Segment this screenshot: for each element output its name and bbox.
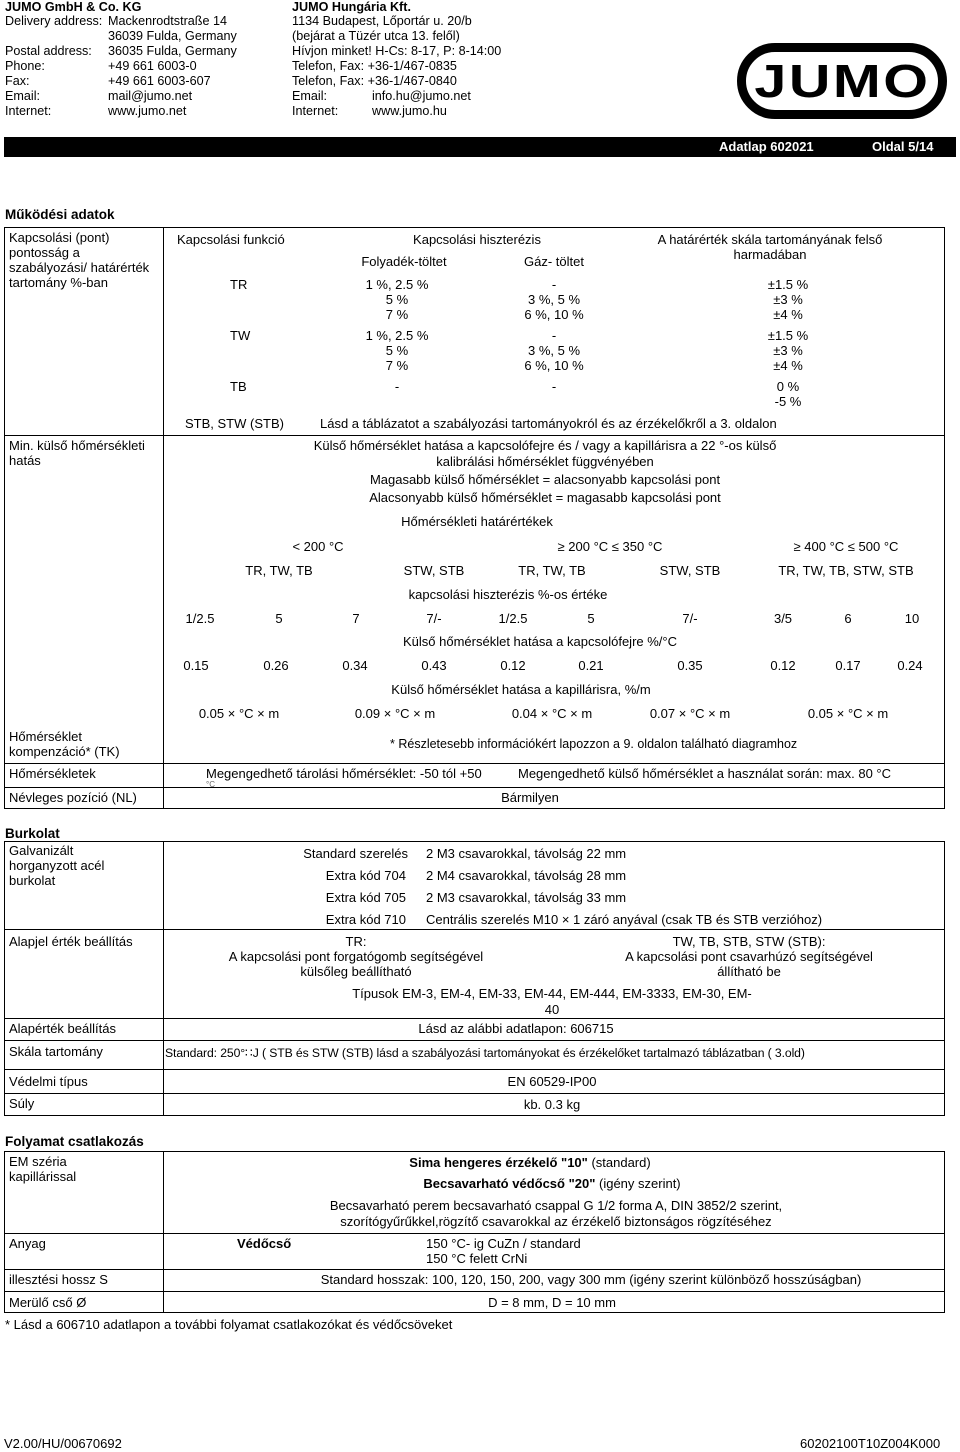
hysteresis-value: 5 bbox=[275, 611, 283, 626]
setpoint-types-cont: 40 bbox=[544, 1002, 560, 1017]
fax-value: +49 661 6003-607 bbox=[108, 74, 211, 88]
section-title-process-connection: Folyamat csatlakozás bbox=[5, 1134, 144, 1149]
capillary-influence-title: Külső hőmérséklet hatása a kapillárisra, %/m bbox=[391, 682, 651, 697]
hysteresis-value: 7/- bbox=[682, 611, 698, 626]
storage-temp-cut: °C bbox=[206, 780, 215, 789]
hysteresis-value: 6 bbox=[844, 611, 852, 626]
mount-value: 2 M3 csavarokkal, távolság 33 mm bbox=[426, 890, 627, 905]
tr-liquid-3: 7 % bbox=[385, 307, 409, 322]
default-setting-value: Lásd az alábbi adatlapon: 606715 bbox=[418, 1021, 614, 1036]
material-value-2: 150 °C felett CrNi bbox=[426, 1251, 528, 1266]
setpoint-tr-text: külsőleg beállítható bbox=[300, 964, 412, 979]
tr-gas-1: - bbox=[551, 277, 557, 292]
em-option-2-note: (igény szerint) bbox=[595, 1176, 681, 1191]
em-option-2-name: Becsavarható védőcső "20" bbox=[423, 1176, 596, 1191]
protection-label: Védelmi típus bbox=[9, 1074, 88, 1089]
row-divider bbox=[4, 787, 945, 788]
weight-value: kb. 0.3 kg bbox=[523, 1097, 581, 1112]
capillary-influence-value: 0.05 × °C × m bbox=[807, 706, 889, 721]
em-option-3-cont: szorítógyűrűkkel,rögzítő csavarokkal az érzékelő biztonságos rögzítéséhez bbox=[340, 1214, 772, 1229]
type-group: STW, STB bbox=[659, 563, 721, 578]
tw-limit-3: ±4 % bbox=[773, 358, 803, 373]
tw-limit-2: ±3 % bbox=[773, 343, 803, 358]
hysteresis-value: 1/2.5 bbox=[185, 611, 215, 626]
head-influence-value: 0.17 bbox=[835, 658, 861, 673]
hysteresis-value: 7/- bbox=[426, 611, 442, 626]
em-option-1-name: Sima hengeres érzékelő "10" bbox=[409, 1155, 588, 1170]
em-series-label: EM széria kapillárissal bbox=[9, 1154, 77, 1184]
compensation-note: * Részletesebb információkért lapozzon a 9. oldalon található diagramhoz bbox=[390, 737, 798, 751]
mount-name: Extra kód 710 bbox=[325, 912, 406, 927]
hysteresis-value: 10 bbox=[904, 611, 920, 626]
tb-liquid: - bbox=[394, 379, 400, 394]
tr-gas-3: 6 %, 10 % bbox=[524, 307, 584, 322]
tr-gas-2: 3 %, 5 % bbox=[527, 292, 581, 307]
section-title-operating-data: Működési adatok bbox=[5, 207, 115, 222]
tw-gas-3: 6 %, 10 % bbox=[524, 358, 584, 373]
ext-temp-line-3: Magasabb külső hőmérséklet = alacsonyabb kapcsolási pont bbox=[369, 472, 721, 487]
head-influence-value: 0.15 bbox=[183, 658, 209, 673]
ambient-temp: Megengedhető külső hőmérséklet a használat során: max. 80 °C bbox=[518, 766, 892, 781]
head-influence-value: 0.12 bbox=[770, 658, 796, 673]
col-header-gas: Gáz- töltet bbox=[524, 254, 584, 269]
head-influence-value: 0.12 bbox=[500, 658, 526, 673]
tr-liquid-2: 5 % bbox=[385, 292, 409, 307]
immersion-tube-value: D = 8 mm, D = 10 mm bbox=[488, 1295, 616, 1310]
material-label: Anyag bbox=[9, 1236, 46, 1251]
col-header-function: Kapcsolási funkció bbox=[177, 232, 285, 247]
footer-code: 60202100T10Z004K000 bbox=[800, 1436, 941, 1451]
row-divider bbox=[4, 1069, 945, 1070]
setpoint-tw-text: állítható be bbox=[717, 964, 781, 979]
tw-liquid-1: 1 %, 2.5 % bbox=[365, 328, 429, 343]
scale-range-label: Skála tartomány bbox=[9, 1044, 103, 1059]
capillary-influence-value: 0.04 × °C × m bbox=[511, 706, 593, 721]
row-divider bbox=[4, 1018, 945, 1019]
type-group: TR, TW, TB bbox=[245, 563, 313, 578]
col-header-limit: A határérték skála tartományának felső harmadában bbox=[657, 232, 883, 262]
mount-name: Standard szerelés bbox=[303, 846, 408, 861]
setpoint-tr-text: A kapcsolási pont forgatógomb segítségével bbox=[228, 949, 484, 964]
postal-address: 36035 Fulda, Germany bbox=[108, 44, 237, 58]
em-option-1-note: (standard) bbox=[587, 1155, 651, 1170]
delivery-address-1: Mackenrodtstraße 14 bbox=[108, 14, 227, 28]
col-header-hysteresis: Kapcsolási hiszterézis bbox=[413, 232, 541, 247]
label-column-divider bbox=[163, 841, 164, 1116]
tw-limit-1: ±1.5 % bbox=[767, 328, 809, 343]
tb-limit-2: -5 % bbox=[774, 394, 802, 409]
storage-temp: Megengedhető tárolási hőmérséklet: -50 tól +50 bbox=[206, 766, 482, 781]
row-divider bbox=[4, 435, 945, 436]
type-group: TR, TW, TB bbox=[518, 563, 586, 578]
footer-version: V2.00/HU/00670692 bbox=[4, 1436, 122, 1451]
type-group: TR, TW, TB, STW, STB bbox=[778, 563, 914, 578]
hu-internet-label: Internet: bbox=[292, 104, 339, 118]
hu-address-1: 1134 Budapest, Lőportár u. 20/b bbox=[292, 14, 472, 28]
insertion-length-label: illesztési hossz S bbox=[9, 1272, 108, 1287]
datasheet-number: Adatlap 602021 bbox=[719, 139, 814, 154]
delivery-address-2: 36039 Fulda, Germany bbox=[108, 29, 237, 43]
label-column-divider bbox=[163, 1151, 164, 1313]
tb-gas: - bbox=[551, 379, 557, 394]
internet-link[interactable]: www.jumo.net bbox=[108, 104, 187, 118]
default-setting-label: Alapérték beállítás bbox=[9, 1021, 116, 1036]
setpoint-tw-title: TW, TB, STB, STW (STB): bbox=[672, 934, 826, 949]
head-influence-title: Külső hőmérséklet hatása a kapcsolófejre %/°C bbox=[402, 634, 678, 649]
row-divider bbox=[4, 1093, 945, 1094]
tw-liquid-3: 7 % bbox=[385, 358, 409, 373]
section-title-housing: Burkolat bbox=[5, 826, 60, 841]
mount-value: 2 M3 csavarokkal, távolság 22 mm bbox=[426, 846, 627, 861]
row-divider bbox=[4, 1233, 945, 1234]
func-tw: TW bbox=[230, 328, 251, 343]
range-high: ≥ 400 °C ≤ 500 °C bbox=[793, 539, 899, 554]
setpoint-types: Típusok EM-3, EM-4, EM-33, EM-44, EM-444, EM-3333, EM-30, EM- bbox=[352, 986, 752, 1001]
nominal-position-label: Névleges pozíció (NL) bbox=[9, 790, 137, 805]
tr-limit-1: ±1.5 % bbox=[767, 277, 809, 292]
tw-gas-1: - bbox=[551, 328, 557, 343]
internet-label: Internet: bbox=[5, 104, 52, 118]
accuracy-label: Kapcsolási (pont) pontosság a szabályozási/ határérték tartomány %-ban bbox=[9, 230, 150, 290]
footnote: * Lásd a 606710 adatlapon a további folyamat csatlakozókat és védőcsöveket bbox=[5, 1317, 453, 1332]
row-divider bbox=[4, 1269, 945, 1270]
em-option-2 bbox=[423, 1176, 680, 1191]
compensation-label-text: Hőmérséklet kompenzáció* (TK) bbox=[9, 729, 120, 759]
mount-value: 2 M4 csavarokkal, távolság 28 mm bbox=[426, 868, 627, 883]
head-influence-value: 0.26 bbox=[263, 658, 289, 673]
hysteresis-value: 7 bbox=[352, 611, 360, 626]
delivery-label: Delivery address: bbox=[5, 14, 103, 28]
protection-value: EN 60529-IP00 bbox=[507, 1074, 597, 1089]
ext-temp-label: Min. külső hőmérsékleti hatás bbox=[9, 438, 145, 468]
material-value-1: 150 °C- ig CuZn / standard bbox=[426, 1236, 581, 1251]
ext-temp-line-4: Alacsonyabb külső hőmérséklet = magasabb kapcsolási pont bbox=[369, 490, 721, 505]
email-label: Email: bbox=[5, 89, 40, 103]
tr-limit-2: ±3 % bbox=[773, 292, 803, 307]
tb-limit-1: 0 % bbox=[776, 379, 800, 394]
row-divider bbox=[4, 929, 945, 930]
hu-address-2: (bejárat a Tüzér utca 13. felől) bbox=[292, 29, 460, 43]
fax-label: Fax: bbox=[5, 74, 30, 88]
setpoint-tw-text: A kapcsolási pont csavarhúzó segítségével bbox=[625, 949, 873, 964]
em-option-1 bbox=[409, 1155, 650, 1170]
hu-internet-link[interactable]: www.jumo.hu bbox=[372, 104, 447, 118]
setpoint-tr-title: TR: bbox=[345, 934, 367, 949]
mount-value: Centrális szerelés M10 × 1 záró anyával (csak TB és STB verzióhoz) bbox=[426, 912, 823, 927]
range-mid: ≥ 200 °C ≤ 350 °C bbox=[557, 539, 663, 554]
galvanized-label: Galvanizált horganyzott acél burkolat bbox=[9, 843, 105, 888]
row-divider bbox=[4, 763, 945, 764]
immersion-tube-label: Merülő cső Ø bbox=[9, 1295, 87, 1310]
tw-gas-2: 3 %, 5 % bbox=[527, 343, 581, 358]
capillary-influence-value: 0.07 × °C × m bbox=[649, 706, 731, 721]
email-link[interactable]: mail@jumo.net bbox=[108, 89, 193, 103]
col-header-liquid: Folyadék-töltet bbox=[361, 254, 447, 269]
ext-temp-line-2: kalibrálási hőmérséklet függvényében bbox=[436, 454, 654, 469]
head-influence-value: 0.34 bbox=[342, 658, 368, 673]
material-sublabel: Védőcső bbox=[237, 1236, 292, 1251]
range-low: < 200 °C bbox=[292, 539, 344, 554]
hysteresis-value: 3/5 bbox=[773, 611, 793, 626]
mount-name: Extra kód 705 bbox=[325, 890, 406, 905]
head-influence-value: 0.43 bbox=[421, 658, 447, 673]
hysteresis-value: 5 bbox=[587, 611, 595, 626]
head-influence-value: 0.24 bbox=[897, 658, 923, 673]
temp-limits-title: Hőmérsékleti határértékek bbox=[401, 514, 553, 529]
row-divider bbox=[4, 1291, 945, 1292]
head-influence-value: 0.21 bbox=[578, 658, 604, 673]
scale-range-value: Standard: 250°∷J ( STB és STW (STB) lásd a szabályozási tartományokat és érzékelőket tartalmazó táblázatban ( 3.old) bbox=[165, 1046, 805, 1060]
head-influence-value: 0.35 bbox=[677, 658, 703, 673]
hu-email-link[interactable]: info.hu@jumo.net bbox=[372, 89, 471, 103]
func-stb: STB, STW (STB) bbox=[185, 416, 284, 431]
company-name-hu: JUMO Hungária Kft. bbox=[292, 0, 411, 14]
label-column-divider bbox=[163, 227, 164, 809]
stb-reference: Lásd a táblázatot a szabályozási tartományokról és az érzékelőkről a 3. oldalon bbox=[320, 416, 777, 431]
capillary-influence-value: 0.09 × °C × m bbox=[354, 706, 436, 721]
postal-label: Postal address: bbox=[5, 44, 92, 58]
ext-temp-line-1: Külső hőmérséklet hatása a kapcsolófejre és / vagy a kapillárisra a 22 °-os külső bbox=[313, 438, 777, 453]
jumo-logo-text: JUMO bbox=[753, 55, 931, 107]
hu-phone-2: Telefon, Fax: +36-1/467-0840 bbox=[292, 74, 457, 88]
tr-liquid-1: 1 %, 2.5 % bbox=[365, 277, 429, 292]
em-option-3: Becsavarható perem becsavarható csappal G 1/2 forma A, DIN 3852/2 szerint, bbox=[329, 1198, 783, 1213]
tw-liquid-2: 5 % bbox=[385, 343, 409, 358]
insertion-length-value: Standard hosszak: 100, 120, 150, 200, vagy 300 mm (igény szerint különböző hosszúságban) bbox=[320, 1272, 862, 1287]
weight-label: Súly bbox=[9, 1096, 35, 1111]
mount-name: Extra kód 704 bbox=[325, 868, 406, 883]
row-divider bbox=[4, 1040, 945, 1041]
hysteresis-value: 1/2.5 bbox=[498, 611, 528, 626]
hu-email-label: Email: bbox=[292, 89, 327, 103]
jumo-logo bbox=[737, 43, 947, 119]
phone-label: Phone: bbox=[5, 59, 45, 73]
setpoint-label: Alapjel érték beállítás bbox=[9, 934, 133, 949]
func-tb: TB bbox=[230, 379, 247, 394]
compensation-label bbox=[9, 729, 159, 759]
hysteresis-title: kapcsolási hiszterézis %-os értéke bbox=[408, 587, 608, 602]
tr-limit-3: ±4 % bbox=[773, 307, 803, 322]
company-name-de: JUMO GmbH & Co. KG bbox=[5, 0, 142, 14]
hu-hours: Hívjon minket! H-Cs: 8-17, P: 8-14:00 bbox=[292, 44, 502, 58]
page-number: Oldal 5/14 bbox=[872, 139, 934, 154]
type-group: STW, STB bbox=[403, 563, 465, 578]
phone-value: +49 661 6003-0 bbox=[108, 59, 197, 73]
nominal-position-value: Bármilyen bbox=[501, 790, 559, 805]
hu-phone-1: Telefon, Fax: +36-1/467-0835 bbox=[292, 59, 457, 73]
datasheet-bar bbox=[4, 137, 956, 157]
temperatures-label: Hőmérsékletek bbox=[9, 766, 96, 781]
func-tr: TR bbox=[230, 277, 248, 292]
capillary-influence-value: 0.05 × °C × m bbox=[198, 706, 280, 721]
